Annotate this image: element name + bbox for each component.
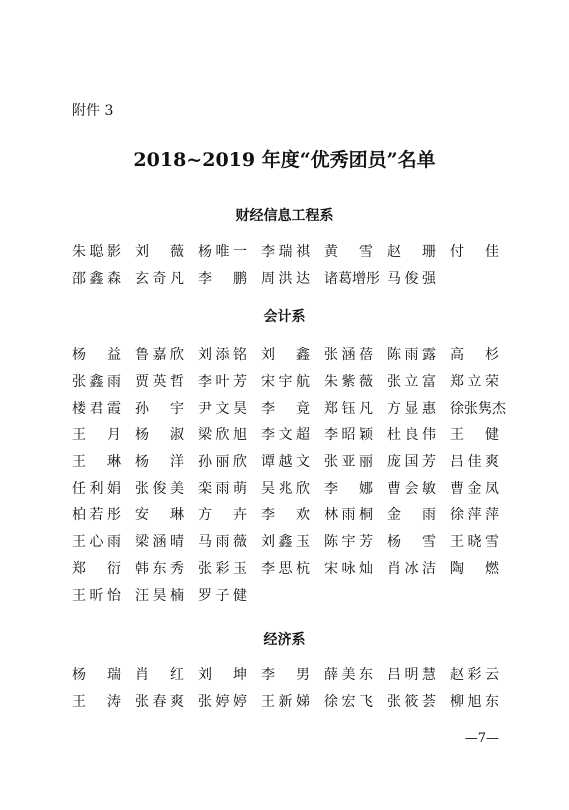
person-name: 徐宏飞 <box>324 694 373 711</box>
person-name: 徐萍萍 <box>450 507 499 524</box>
person-name: 李思杭 <box>261 560 310 577</box>
person-name: 罗子健 <box>198 587 247 604</box>
person-name: 张彩玉 <box>198 560 247 577</box>
person-name: 贾英哲 <box>135 374 184 391</box>
name-row <box>72 529 512 556</box>
person-name: 谭越文 <box>261 454 310 471</box>
person-name: 鲁嘉欣 <box>135 347 184 364</box>
person-name: 楼君霞 <box>72 400 121 417</box>
person-name: 陈雨露 <box>387 347 436 364</box>
person-name: 汪昊楠 <box>135 587 184 604</box>
name-row <box>72 369 512 396</box>
name-row <box>72 449 512 476</box>
person-name: 庞国芳 <box>387 454 436 471</box>
person-name: 李昭颖 <box>324 427 373 444</box>
person-name: 杨益 <box>72 347 121 364</box>
person-name: 张亚丽 <box>324 454 373 471</box>
person-name: 杨瑞 <box>72 667 121 684</box>
name-row <box>72 395 512 422</box>
person-name: 杜良伟 <box>387 427 436 444</box>
person-name: 赵彩云 <box>450 667 499 684</box>
person-name: 吕佳爽 <box>450 454 499 471</box>
person-name: 宋宇航 <box>261 374 310 391</box>
person-name: 李男 <box>261 667 310 684</box>
person-name: 郑钰凡 <box>324 400 373 417</box>
person-name: 李娜 <box>324 480 373 497</box>
person-name: 李叶芳 <box>198 374 247 391</box>
person-name: 吕明慧 <box>387 667 436 684</box>
name-row <box>72 266 512 293</box>
person-name: 李欢 <box>261 507 310 524</box>
person-name: 任利娟 <box>72 480 121 497</box>
person-name: 邵鑫森 <box>72 271 121 288</box>
person-name: 柏若彤 <box>72 507 121 524</box>
name-row <box>72 422 512 449</box>
name-list <box>72 239 512 292</box>
person-name: 金雨 <box>387 507 436 524</box>
person-name: 朱紫薇 <box>324 374 373 391</box>
document-title: 2018~2019 年度“优秀团员”名单 <box>133 149 436 171</box>
person-name: 方显惠 <box>387 400 436 417</box>
name-row <box>72 475 512 502</box>
person-name: 张鑫雨 <box>72 374 121 391</box>
person-name: 吴兆欣 <box>261 480 310 497</box>
section-heading: 财经信息工程系 <box>235 208 334 224</box>
person-name: 王昕怡 <box>72 587 121 604</box>
person-name: 马雨薇 <box>198 534 247 551</box>
person-name: 林雨桐 <box>324 507 373 524</box>
person-name: 付佳 <box>450 244 499 261</box>
section-heading: 经济系 <box>263 632 306 648</box>
person-name: 刘鑫玉 <box>261 534 310 551</box>
person-name: 宋咏灿 <box>324 560 373 577</box>
section-heading: 会计系 <box>263 309 306 325</box>
name-row <box>72 342 512 369</box>
person-name: 曹会敏 <box>387 480 436 497</box>
person-name: 孙宇 <box>135 400 184 417</box>
person-name: 曹金凤 <box>450 480 499 497</box>
name-row <box>72 662 512 689</box>
person-name: 徐张隽杰 <box>450 400 506 417</box>
person-name: 张涵蓓 <box>324 347 373 364</box>
person-name: 高杉 <box>450 347 499 364</box>
person-name: 尹文昊 <box>198 400 247 417</box>
person-name: 杨雪 <box>387 534 436 551</box>
person-name: 柳旭东 <box>450 694 499 711</box>
person-name: 张筱荟 <box>387 694 436 711</box>
person-name: 诸葛增彤 <box>324 271 380 288</box>
name-list <box>72 342 512 609</box>
person-name: 刘薇 <box>135 244 184 261</box>
person-name: 张俊美 <box>135 480 184 497</box>
person-name: 杨淑 <box>135 427 184 444</box>
person-name: 肖冰洁 <box>387 560 436 577</box>
person-name: 安琳 <box>135 507 184 524</box>
person-name: 赵珊 <box>387 244 436 261</box>
person-name: 梁涵晴 <box>135 534 184 551</box>
person-name: 玄奇凡 <box>135 271 184 288</box>
person-name: 郑立荣 <box>450 374 499 391</box>
person-name: 杨洋 <box>135 454 184 471</box>
name-row <box>72 502 512 529</box>
person-name: 黄雪 <box>324 244 373 261</box>
person-name: 陈宇芳 <box>324 534 373 551</box>
person-name: 王新娣 <box>261 694 310 711</box>
person-name: 朱聪影 <box>72 244 121 261</box>
attachment-label: 附件 3 <box>72 103 114 119</box>
person-name: 王琳 <box>72 454 121 471</box>
person-name: 马俊强 <box>387 271 436 288</box>
person-name: 张婷婷 <box>198 694 247 711</box>
person-name: 郑衍 <box>72 560 121 577</box>
person-name: 李竟 <box>261 400 310 417</box>
person-name: 刘添铭 <box>198 347 247 364</box>
person-name: 韩东秀 <box>135 560 184 577</box>
person-name: 栾雨萌 <box>198 480 247 497</box>
person-name: 陶燃 <box>450 560 499 577</box>
person-name: 杨唯一 <box>198 244 247 261</box>
name-row <box>72 689 512 716</box>
person-name: 王心雨 <box>72 534 121 551</box>
person-name: 周洪达 <box>261 271 310 288</box>
person-name: 王涛 <box>72 694 121 711</box>
person-name: 梁欣旭 <box>198 427 247 444</box>
person-name: 薛美东 <box>324 667 373 684</box>
person-name: 李瑞祺 <box>261 244 310 261</box>
person-name: 肖红 <box>135 667 184 684</box>
name-row <box>72 556 512 583</box>
name-row <box>72 582 512 609</box>
person-name: 张春爽 <box>135 694 184 711</box>
name-row <box>72 239 512 266</box>
person-name: 王健 <box>450 427 499 444</box>
person-name: 孙丽欣 <box>198 454 247 471</box>
person-name: 王晓雪 <box>450 534 499 551</box>
person-name: 张立富 <box>387 374 436 391</box>
person-name: 李鹏 <box>198 271 247 288</box>
person-name: 刘鑫 <box>261 347 310 364</box>
page-number: —7— <box>464 731 499 746</box>
person-name: 刘坤 <box>198 667 247 684</box>
person-name: 李文超 <box>261 427 310 444</box>
person-name: 王月 <box>72 427 121 444</box>
name-list <box>72 662 512 715</box>
person-name: 方卉 <box>198 507 247 524</box>
